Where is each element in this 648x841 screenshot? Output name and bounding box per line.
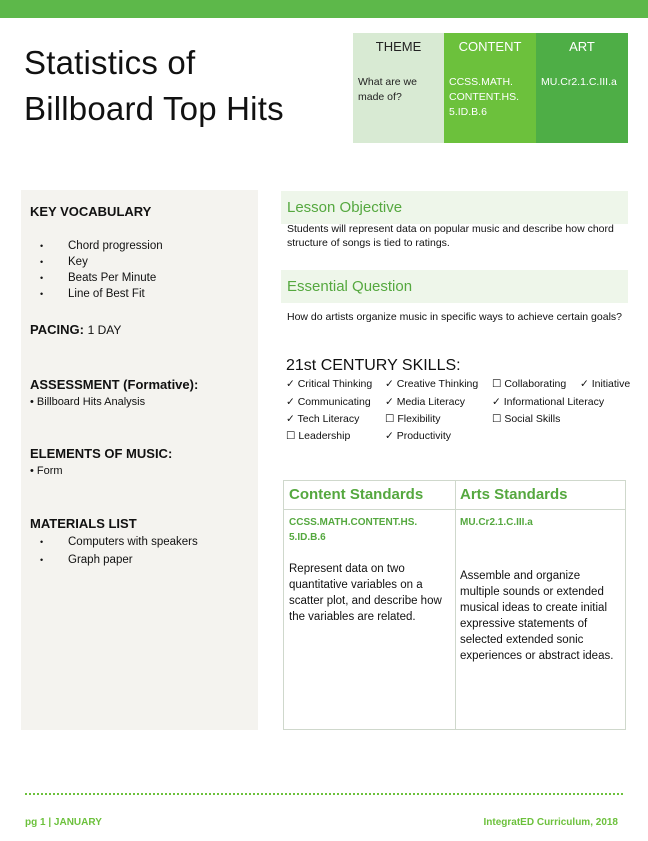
top-accent-bar	[0, 0, 648, 18]
theme-column	[353, 33, 444, 143]
art-value: MU.Cr2.1.C.III.a	[541, 76, 617, 88]
arts-standards-heading: Arts Standards	[460, 486, 568, 503]
title-line-1: Statistics of	[24, 44, 196, 81]
skill-item: ☐ Social Skills	[492, 413, 561, 425]
materials-list	[40, 533, 198, 569]
content-header: CONTENT	[458, 39, 522, 54]
vocabulary-list	[40, 238, 163, 302]
art-column	[536, 33, 628, 143]
skill-item: ✓ Initiative	[580, 378, 631, 390]
content-standard-code: CCSS.MATH.CONTENT.HS. 5.ID.B.6	[289, 517, 418, 543]
assessment-item: • Billboard Hits Analysis	[30, 396, 146, 408]
lesson-objective-label: Lesson Objective	[287, 199, 403, 216]
skill-item: ✓ Media Literacy	[385, 396, 465, 408]
content-column	[444, 33, 536, 143]
lesson-objective-text: Students will represent data on popular music and describe how chord structure of songs is tied to ratings.	[287, 223, 614, 249]
lesson-objective-bar	[281, 191, 628, 224]
theme-content-art-table	[353, 33, 628, 143]
skill-item: ✓ Communicating	[286, 396, 371, 408]
skill-item: ☐ Collaborating	[492, 378, 567, 390]
essential-question-label: Essential Question	[287, 278, 413, 295]
skill-item: ✓ Informational Literacy	[492, 396, 605, 408]
pacing-heading	[30, 322, 121, 337]
materials-list-heading: MATERIALS LIST	[30, 516, 137, 531]
list-item: • Line of Best Fit	[40, 286, 163, 302]
sidebar-panel	[21, 190, 258, 730]
content-standard-description: Represent data on two quantitative variables on a scatter plot, and describe how the variables are related.	[289, 563, 442, 623]
arts-standard-code: MU.Cr2.1.C.III.a	[460, 517, 533, 528]
footer-divider	[25, 793, 623, 795]
pacing-value: 1 DAY	[87, 323, 122, 337]
skill-item: ✓ Tech Literacy	[286, 413, 360, 425]
theme-value: What are we made of?	[358, 76, 417, 103]
pacing-label: PACING:	[30, 322, 84, 337]
title-line-2: Billboard Top Hits	[24, 90, 284, 127]
elements-of-music-heading: ELEMENTS OF MUSIC:	[30, 446, 173, 461]
list-item: • Chord progression	[40, 238, 163, 254]
standards-table	[283, 480, 626, 730]
skill-item: ☐ Leadership	[286, 430, 351, 442]
list-item: • Computers with speakers	[40, 533, 198, 551]
content-value: CCSS.MATH. CONTENT.HS. 5.ID.B.6	[449, 76, 520, 118]
page-title	[24, 40, 344, 132]
standards-header-divider	[284, 509, 625, 510]
list-item: • Key	[40, 254, 163, 270]
theme-header: THEME	[375, 39, 422, 54]
key-vocabulary-heading: KEY VOCABULARY	[30, 204, 152, 219]
content-standards-heading: Content Standards	[289, 486, 424, 503]
assessment-heading: ASSESSMENT (Formative):	[30, 377, 199, 392]
standards-column-divider	[455, 481, 456, 729]
elements-item: • Form	[30, 465, 63, 477]
arts-standard-description: Assemble and organize multiple sounds or extended musical ideas to create initial expressive statements of selected extended sonic experiences or abstract ideas.	[460, 570, 614, 662]
skills-title: 21st CENTURY SKILLS:	[286, 357, 461, 374]
skill-item: ✓ Productivity	[385, 430, 451, 442]
skill-item: ✓ Critical Thinking	[286, 378, 373, 390]
essential-question-text: How do artists organize music in specific ways to achieve certain goals?	[287, 311, 622, 323]
list-item: • Graph paper	[40, 551, 198, 569]
footer-page-label: pg 1 | JANUARY	[25, 817, 102, 828]
list-item: • Beats Per Minute	[40, 270, 163, 286]
art-header: ART	[569, 39, 595, 54]
essential-question-bar	[281, 270, 628, 303]
footer-credit: IntegratED Curriculum, 2018	[483, 817, 618, 828]
skill-item: ✓ Creative Thinking	[385, 378, 479, 390]
skill-item: ☐ Flexibility	[385, 413, 441, 425]
